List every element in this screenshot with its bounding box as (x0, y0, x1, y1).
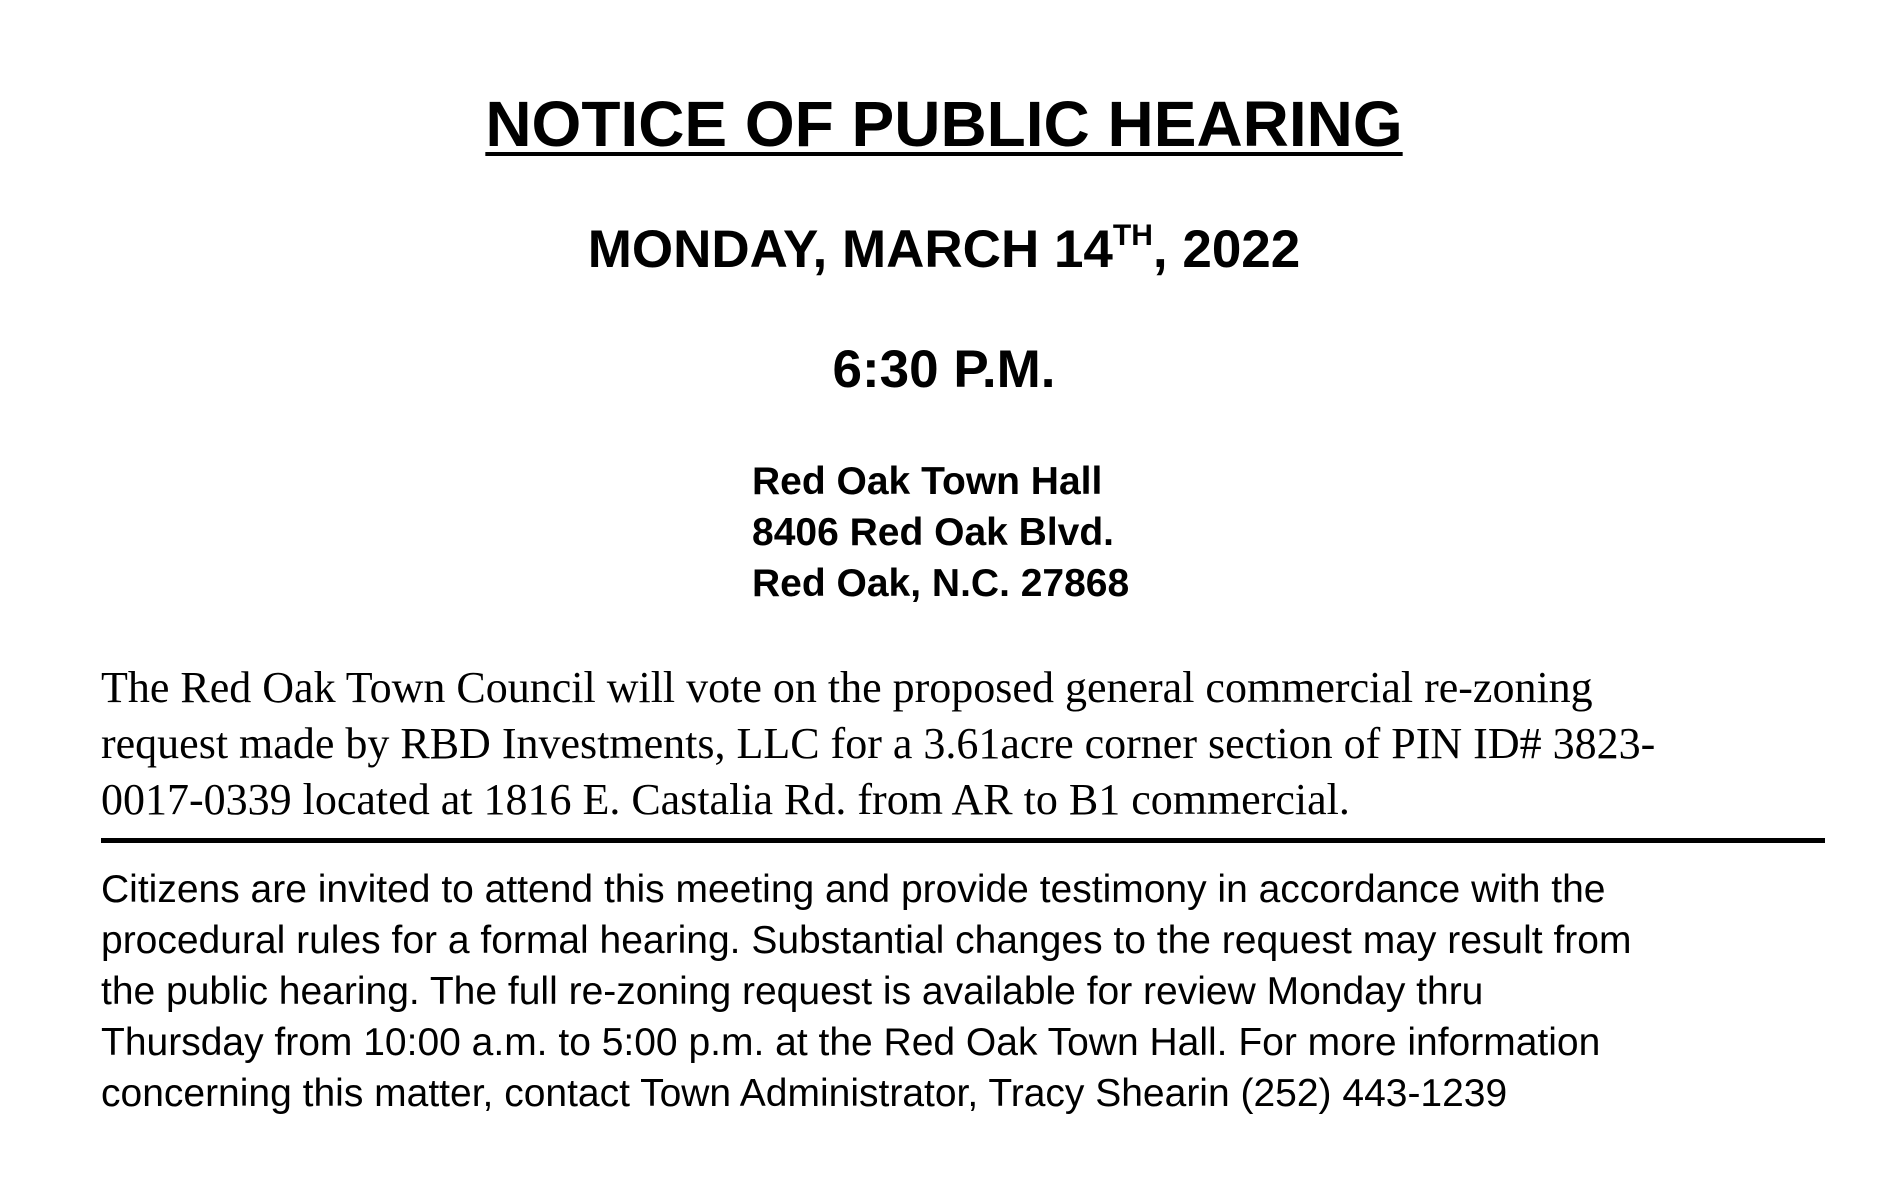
hearing-address (752, 456, 1129, 609)
citizens-invitation (101, 864, 1841, 1119)
invitation-line: Citizens are invited to attend this meeting and provide testimony in accordance with the (101, 868, 1606, 911)
address-line-2: 8406 Red Oak Blvd. (752, 511, 1115, 554)
description-line: request made by RBD Investments, LLC for a 3.61acre corner section of PIN ID# 3823- (101, 719, 1656, 768)
address-line-3: Red Oak, N.C. 27868 (752, 562, 1130, 605)
divider (101, 838, 1825, 843)
hearing-date (0, 218, 1888, 282)
address-line-1: Red Oak Town Hall (752, 460, 1103, 503)
hearing-date-year: , 2022 (1152, 220, 1301, 279)
hearing-date-suffix: TH (1112, 219, 1153, 252)
description-line: The Red Oak Town Council will vote on the proposed general commercial re-zoning (101, 663, 1593, 712)
invitation-line: the public hearing. The full re-zoning request is available for review Monday thru (101, 970, 1484, 1013)
notice-title: NOTICE OF PUBLIC HEARING (485, 88, 1403, 160)
invitation-line: Thursday from 10:00 a.m. to 5:00 p.m. at the Red Oak Town Hall. For more information (101, 1021, 1601, 1064)
invitation-line: concerning this matter, contact Town Administrator, Tracy Shearin (252) 443-1239 (101, 1072, 1508, 1115)
description-line: 0017-0339 located at 1816 E. Castalia Rd. from AR to B1 commercial. (101, 775, 1350, 824)
hearing-date-main: MONDAY, MARCH 14 (587, 220, 1113, 279)
hearing-time: 6:30 P.M. (832, 340, 1056, 399)
invitation-line: procedural rules for a formal hearing. Substantial changes to the request may result from (101, 919, 1632, 962)
rezoning-description (101, 660, 1821, 828)
